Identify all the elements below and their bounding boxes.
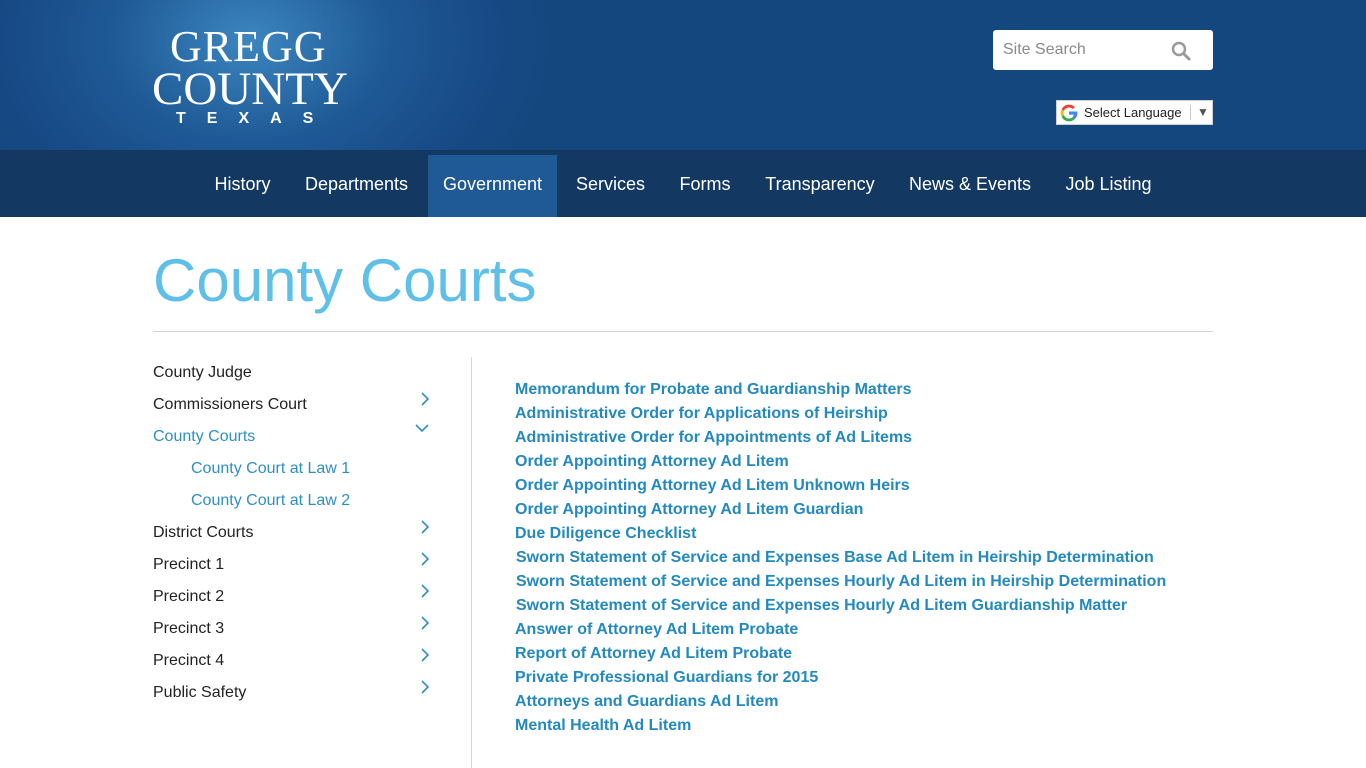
language-divider	[1190, 105, 1191, 120]
document-link[interactable]: Memorandum for Probate and Guardianship Matters	[515, 381, 912, 398]
nav-item-forms[interactable]: Forms	[679, 174, 731, 194]
language-label: Select Language	[1084, 105, 1182, 120]
document-link[interactable]: Administrative Order for Appointments of Ad Litems	[515, 429, 913, 446]
document-link[interactable]: Sworn Statement of Service and Expenses Hourly Ad Litem Guardianship Matter	[516, 597, 1128, 614]
document-link[interactable]: Sworn Statement of Service and Expenses Hourly Ad Litem in Heirship Determination	[516, 573, 1167, 590]
sidebar-item-public-safety[interactable]: Public Safety	[153, 684, 247, 701]
search-icon[interactable]	[1171, 41, 1191, 61]
chevron-right-icon[interactable]	[417, 391, 433, 407]
sidebar-item-precinct-3[interactable]: Precinct 3	[153, 620, 225, 637]
document-link[interactable]: Order Appointing Attorney Ad Litem Guardian	[515, 501, 864, 518]
nav-item-history[interactable]: History	[214, 174, 271, 194]
main-nav	[0, 150, 1366, 217]
site-header	[0, 0, 1366, 150]
sidebar-item-county-courts[interactable]: County Courts	[153, 428, 256, 445]
sidebar-item-precinct-1[interactable]: Precinct 1	[153, 556, 225, 573]
sidebar-item-county-judge[interactable]: County Judge	[153, 364, 252, 381]
nav-item-transparency[interactable]: Transparency	[765, 174, 875, 194]
document-link[interactable]: Report of Attorney Ad Litem Probate	[515, 645, 793, 662]
document-link[interactable]: Due Diligence Checklist	[515, 525, 697, 542]
language-select[interactable]	[1056, 100, 1213, 125]
document-link[interactable]: Attorneys and Guardians Ad Litem	[515, 693, 779, 710]
logo-line-1: GREGG	[170, 22, 327, 71]
chevron-right-icon[interactable]	[417, 615, 433, 631]
logo-line-3: TEXAS	[176, 110, 335, 127]
site-search	[993, 30, 1213, 70]
chevron-right-icon[interactable]	[417, 583, 433, 599]
sidebar-item-district-courts[interactable]: District Courts	[153, 524, 254, 541]
nav-item-services[interactable]: Services	[575, 174, 646, 194]
chevron-down-icon[interactable]	[414, 420, 430, 436]
chevron-right-icon[interactable]	[417, 519, 433, 535]
sidebar-item-precinct-2[interactable]: Precinct 2	[153, 588, 225, 605]
document-link[interactable]: Order Appointing Attorney Ad Litem	[515, 453, 789, 470]
sidebar-item-county-court-at-law-1[interactable]: County Court at Law 1	[191, 460, 351, 477]
document-link[interactable]: Mental Health Ad Litem	[515, 717, 692, 734]
title-divider	[153, 331, 1213, 332]
site-logo[interactable]	[152, 22, 377, 130]
sidebar-item-commissioners-court[interactable]: Commissioners Court	[153, 396, 307, 413]
logo-line-2: COUNTY	[152, 63, 348, 115]
nav-item-job-listing[interactable]: Job Listing	[1065, 174, 1152, 194]
document-link[interactable]: Order Appointing Attorney Ad Litem Unknown Heirs	[515, 477, 910, 494]
chevron-right-icon[interactable]	[417, 551, 433, 567]
chevron-down-icon: ▼	[1197, 105, 1209, 119]
document-link[interactable]: Administrative Order for Applications of Heirship	[515, 405, 888, 422]
page-title: County Courts	[153, 247, 537, 314]
sidebar-item-precinct-4[interactable]: Precinct 4	[153, 652, 225, 669]
document-link[interactable]: Private Professional Guardians for 2015	[515, 669, 819, 686]
search-input[interactable]	[993, 30, 1163, 70]
nav-item-departments[interactable]: Departments	[304, 174, 409, 194]
nav-item-government[interactable]: Government	[428, 155, 557, 217]
chevron-right-icon[interactable]	[417, 647, 433, 663]
chevron-right-icon[interactable]	[417, 679, 433, 695]
column-divider	[471, 357, 472, 768]
google-icon	[1060, 104, 1078, 122]
sidebar-item-county-court-at-law-2[interactable]: County Court at Law 2	[191, 492, 351, 509]
nav-item-news-events[interactable]: News & Events	[908, 174, 1032, 194]
document-link[interactable]: Answer of Attorney Ad Litem Probate	[515, 621, 799, 638]
document-link[interactable]: Sworn Statement of Service and Expenses Base Ad Litem in Heirship Determination	[516, 549, 1154, 566]
